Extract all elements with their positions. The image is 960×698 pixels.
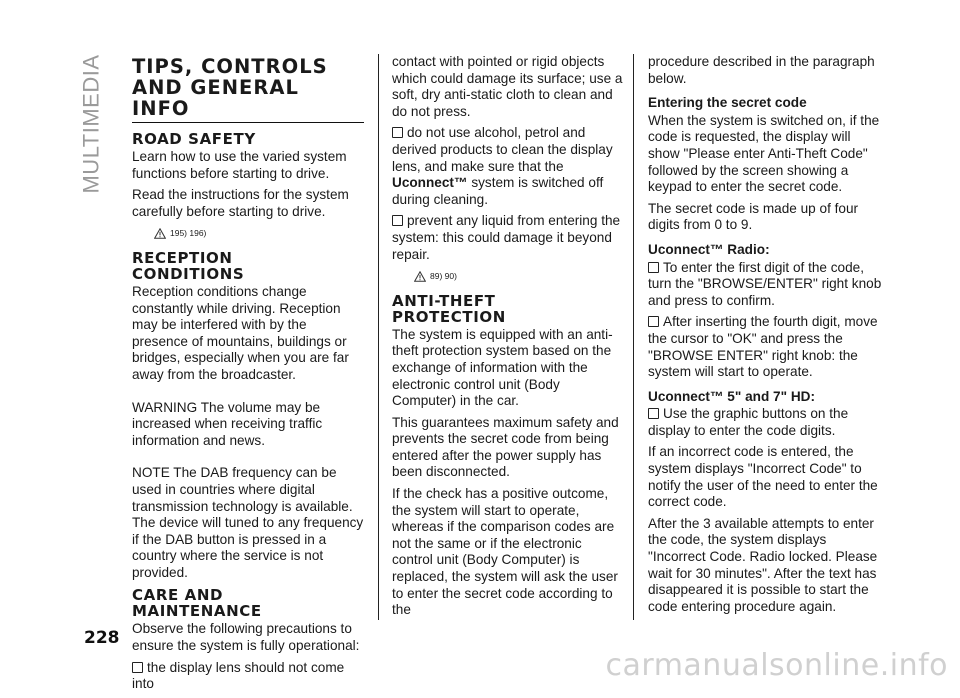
warning-text: WARNING The volume may be increased when receiving traffic information and news.: [132, 399, 323, 448]
paragraph: The system is equipped with an anti-theft protection system based on the exchange of information with the electronic control unit (Body Computer) in the car.: [392, 326, 613, 409]
warning-triangle-icon: [154, 228, 166, 239]
watermark: carmanualsonline.info: [605, 648, 948, 683]
page-title: [132, 56, 364, 123]
anti-theft-heading: [392, 293, 624, 325]
paragraph: After the 3 available attempts to enter the code, the system displays "Incorrect Code. Radio locked. Please wait for 30 minutes". After the text has disappeared it is possible to start the code entering procedure again.: [648, 515, 878, 614]
bullet-item: [648, 314, 882, 380]
bullet-item: [132, 660, 364, 693]
care-heading: [132, 587, 364, 619]
bullet-icon: [648, 262, 659, 273]
note-text: NOTE The DAB frequency can be used in countries where digital transmission technology is available. The device will tuned to any frequency if the DAB button is pressed in a country where the service is not provided.: [132, 465, 364, 580]
paragraph: If an incorrect code is entered, the system displays "Incorrect Code" to notify the user of the need to enter the correct code.: [648, 444, 878, 510]
brand-name: Uconnect™: [392, 175, 468, 191]
column-divider: [633, 54, 634, 620]
bullet-text: To enter the first digit of the code, turn the "BROWSE/ENTER" right knob and press to confirm.: [648, 259, 882, 308]
paragraph: Read the instructions for the system carefully before starting to drive.: [132, 187, 349, 219]
column-3: [648, 54, 882, 620]
section-tab: [78, 54, 106, 194]
page-number: 228: [84, 628, 120, 648]
bullet-text: do not use alcohol, petrol and derived products to clean the display lens, and make sure that the: [392, 125, 613, 174]
column-1: [132, 56, 364, 698]
bullet-item: [392, 125, 624, 208]
paragraph: Observe the following precautions to ensure the system is fully operational:: [132, 621, 360, 654]
bullet-item: [392, 213, 624, 263]
warning-refs: 89) 90): [430, 271, 457, 282]
reception-heading: [132, 250, 364, 282]
page-title-line: AND GENERAL INFO: [132, 76, 299, 120]
heading-line: CONDITIONS: [132, 264, 245, 283]
bullet-icon: [648, 316, 659, 327]
paragraph: This guarantees maximum safety and prevents the secret code from being entered after the power supply has been disconnected.: [392, 414, 619, 480]
bullet-icon: [648, 408, 659, 419]
heading-line: MAINTENANCE: [132, 602, 262, 621]
bullet-icon: [132, 662, 143, 673]
entering-code-heading: Entering the secret code: [648, 95, 807, 111]
paragraph: The secret code is made up of four digits from 0 to 9.: [648, 200, 859, 233]
paragraph: When the system is switched on, if the code is requested, the display will show "Please enter Anti-Theft Code" followed by the screen showing a keypad to enter the secret code.: [648, 112, 880, 195]
heading-line: ANTI-THEFT: [392, 291, 496, 310]
warning-reference: [414, 268, 624, 285]
warning-reference: [154, 225, 364, 242]
paragraph: contact with pointed or rigid objects which could damage its surface; use a soft, dry anti-static cloth to clean and do not press.: [392, 54, 623, 119]
bullet-text: the display lens should not come into: [132, 659, 345, 692]
bullet-icon: [392, 127, 403, 138]
warning-refs: 195) 196): [170, 228, 207, 239]
bullet-icon: [392, 215, 403, 226]
bullet-item: [648, 406, 882, 439]
page-title-line: TIPS, CONTROLS: [132, 55, 328, 78]
paragraph: Learn how to use the varied system functions before starting to drive.: [132, 149, 347, 181]
column-divider: [378, 54, 379, 620]
bullet-text: system is switched off during cleaning.: [392, 175, 604, 207]
bullet-text: After inserting the fourth digit, move the cursor to "OK" and press the "BROWSE ENTER" right knob: the system will start to operate.: [648, 314, 878, 380]
bullet-text: Use the graphic buttons on the display to enter the code digits.: [648, 406, 849, 438]
paragraph: procedure described in the paragraph below.: [648, 54, 875, 86]
heading-line: CARE AND: [132, 586, 224, 605]
bullet-text: prevent any liquid from entering the system: this could damage it beyond repair.: [392, 213, 621, 262]
section-label: MULTIMEDIA: [79, 54, 105, 194]
paragraph: If the check has a positive outcome, the system will start to operate, whereas if the comparison codes are not the same or if the electronic control unit (Body Computer) is replaced, the system will ask the user to enter the secret code according to the: [392, 486, 618, 618]
radio-heading: Uconnect™ Radio:: [648, 241, 770, 257]
warning-triangle-icon: [414, 271, 426, 282]
bullet-item: [648, 260, 882, 310]
heading-line: PROTECTION: [392, 307, 506, 326]
heading-line: RECEPTION: [132, 248, 233, 267]
hd-heading: Uconnect™ 5" and 7" HD:: [648, 388, 815, 404]
paragraph: Reception conditions change constantly while driving. Reception may be interfered with by the presence of mountains, buildings or bridges, especially when you are far away from the broadcaster.: [132, 283, 349, 382]
column-2: [392, 54, 624, 624]
road-safety-heading: ROAD SAFETY: [132, 130, 256, 148]
